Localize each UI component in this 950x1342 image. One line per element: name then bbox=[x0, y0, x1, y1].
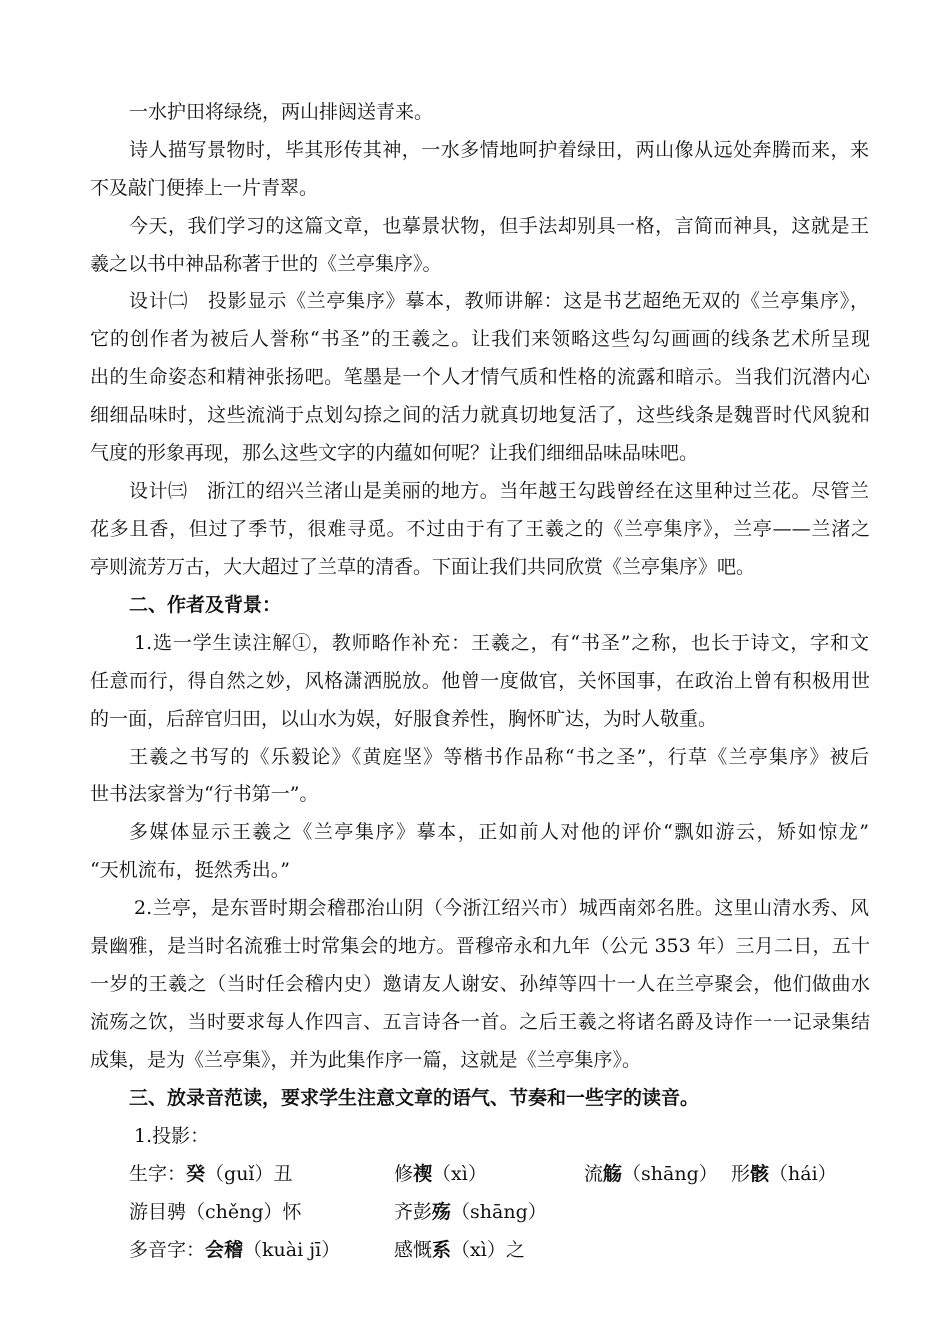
section-heading-author: 二、作者及背景： bbox=[129, 594, 282, 616]
paragraph-line: 花多且香，但过了季节，很难寻觅。不过由于有了王羲之的《兰亭集序》，兰亭——兰渚之 bbox=[90, 518, 870, 540]
paragraph-line: 2.兰亭，是东晋时期会稽郡治山阴（今浙江绍兴市）城西南郊名胜。这里山清水秀、风 bbox=[134, 897, 869, 919]
vocab-item: 多音字：会稽（kuài jī） bbox=[129, 1239, 341, 1261]
paragraph-line: 景幽雅，是当时名流雅士时常集会的地方。晋穆帝永和九年（公元 353 年）三月二日，五十 bbox=[90, 935, 870, 957]
paragraph-line: 世书法家誉为“行书第一”。 bbox=[90, 783, 319, 805]
paragraph-line: 任意而行，得自然之妙，风格潇洒脱放。他曾一度做官，关怀国事，在政治上曾有积极用世 bbox=[90, 670, 870, 692]
paragraph-line: 多媒体显示王羲之《兰亭集序》摹本，正如前人对他的评价“飘如游云，矫如惊龙” bbox=[129, 821, 869, 843]
paragraph-line: 成集，是为《兰亭集》，并为此集作序一篇，这就是《兰亭集序》。 bbox=[90, 1049, 642, 1071]
paragraph-line: 不及敲门便捧上一片青翠。 bbox=[90, 177, 319, 199]
vocab-item: 生字：癸（guǐ）丑 bbox=[129, 1163, 293, 1185]
paragraph-line: 一岁的王羲之（当时任会稽内史）邀请友人谢安、孙绰等四十一人在兰亭聚会，他们做曲水 bbox=[90, 973, 870, 995]
paragraph-line: 出的生命姿态和精神张扬吧。笔墨是一个人才情气质和性格的流露和暗示。当我们沉潜内心 bbox=[90, 366, 870, 388]
vocab-item: 游目骋（chěng）怀 bbox=[129, 1201, 302, 1223]
vocab-item: 形骸（hái） bbox=[731, 1163, 837, 1185]
design-3-line: 设计㈢ 浙江的绍兴兰渚山是美丽的地方。当年越王勾践曾经在这里种过兰花。尽管兰 bbox=[129, 480, 869, 502]
paragraph-line: 细细品味时，这些流淌于点划勾捺之间的活力就真切地复活了，这些线条是魏晋时代风貌和 bbox=[90, 404, 870, 426]
paragraph-line: 流殇之饮，当时要求每人作四言、五言诗各一首。之后王羲之将诸名爵及诗作一一记录集结 bbox=[90, 1011, 870, 1033]
poem-line: 一水护田将绿绕，两山排闼送青来。 bbox=[129, 101, 434, 123]
vocab-item: 修禊（xì） bbox=[394, 1163, 487, 1185]
paragraph-line: 羲之以书中神品称著于世的《兰亭集序》。 bbox=[90, 253, 442, 275]
vocab-item: 流觞（shāng） bbox=[584, 1163, 718, 1185]
paragraph-line: 今天，我们学习的这篇文章，也摹景状物，但手法却别具一格，言简而神具，这就是王 bbox=[129, 215, 869, 237]
design-2-line: 设计㈡ 投影显示《兰亭集序》摹本，教师讲解：这是书艺超绝无双的《兰亭集序》， bbox=[129, 290, 869, 312]
vocab-item: 感慨系（xì）之 bbox=[394, 1239, 525, 1261]
paragraph-line: 它的创作者为被后人誉称“书圣”的王羲之。让我们来领略这些勾勾画画的线条艺术所呈现 bbox=[90, 328, 870, 350]
paragraph-line: “天机流布，挺然秀出。” bbox=[90, 859, 290, 881]
paragraph-line: 气度的形象再现，那么这些文字的内蕴如何呢？让我们细细品味品味吧。 bbox=[90, 442, 699, 464]
paragraph-line: 亭则流芳万古，大大超过了兰草的清香。下面让我们共同欣赏《兰亭集序》吧。 bbox=[90, 556, 756, 578]
paragraph-line: 诗人描写景物时，毕其形传其神，一水多情地呵护着绿田，两山像从远处奔腾而来，来 bbox=[129, 139, 869, 161]
vocab-item: 齐彭殇（shāng） bbox=[394, 1201, 547, 1223]
paragraph-line: 王羲之书写的《乐毅论》《黄庭坚》等楷书作品称“书之圣”，行草《兰亭集序》被后 bbox=[129, 746, 869, 768]
section-heading-reading: 三、放录音范读，要求学生注意文章的语气、节奏和一些字的读音。 bbox=[129, 1087, 700, 1109]
paragraph-line: 1.选一学生读注解①，教师略作补充：王羲之，有“书圣”之称，也长于诗文，字和文 bbox=[134, 632, 869, 654]
paragraph-line: 的一面，后辞官归田，以山水为娱，好服食养性，胸怀旷达，为时人敬重。 bbox=[90, 708, 718, 730]
projection-label: 1.投影： bbox=[134, 1125, 210, 1147]
